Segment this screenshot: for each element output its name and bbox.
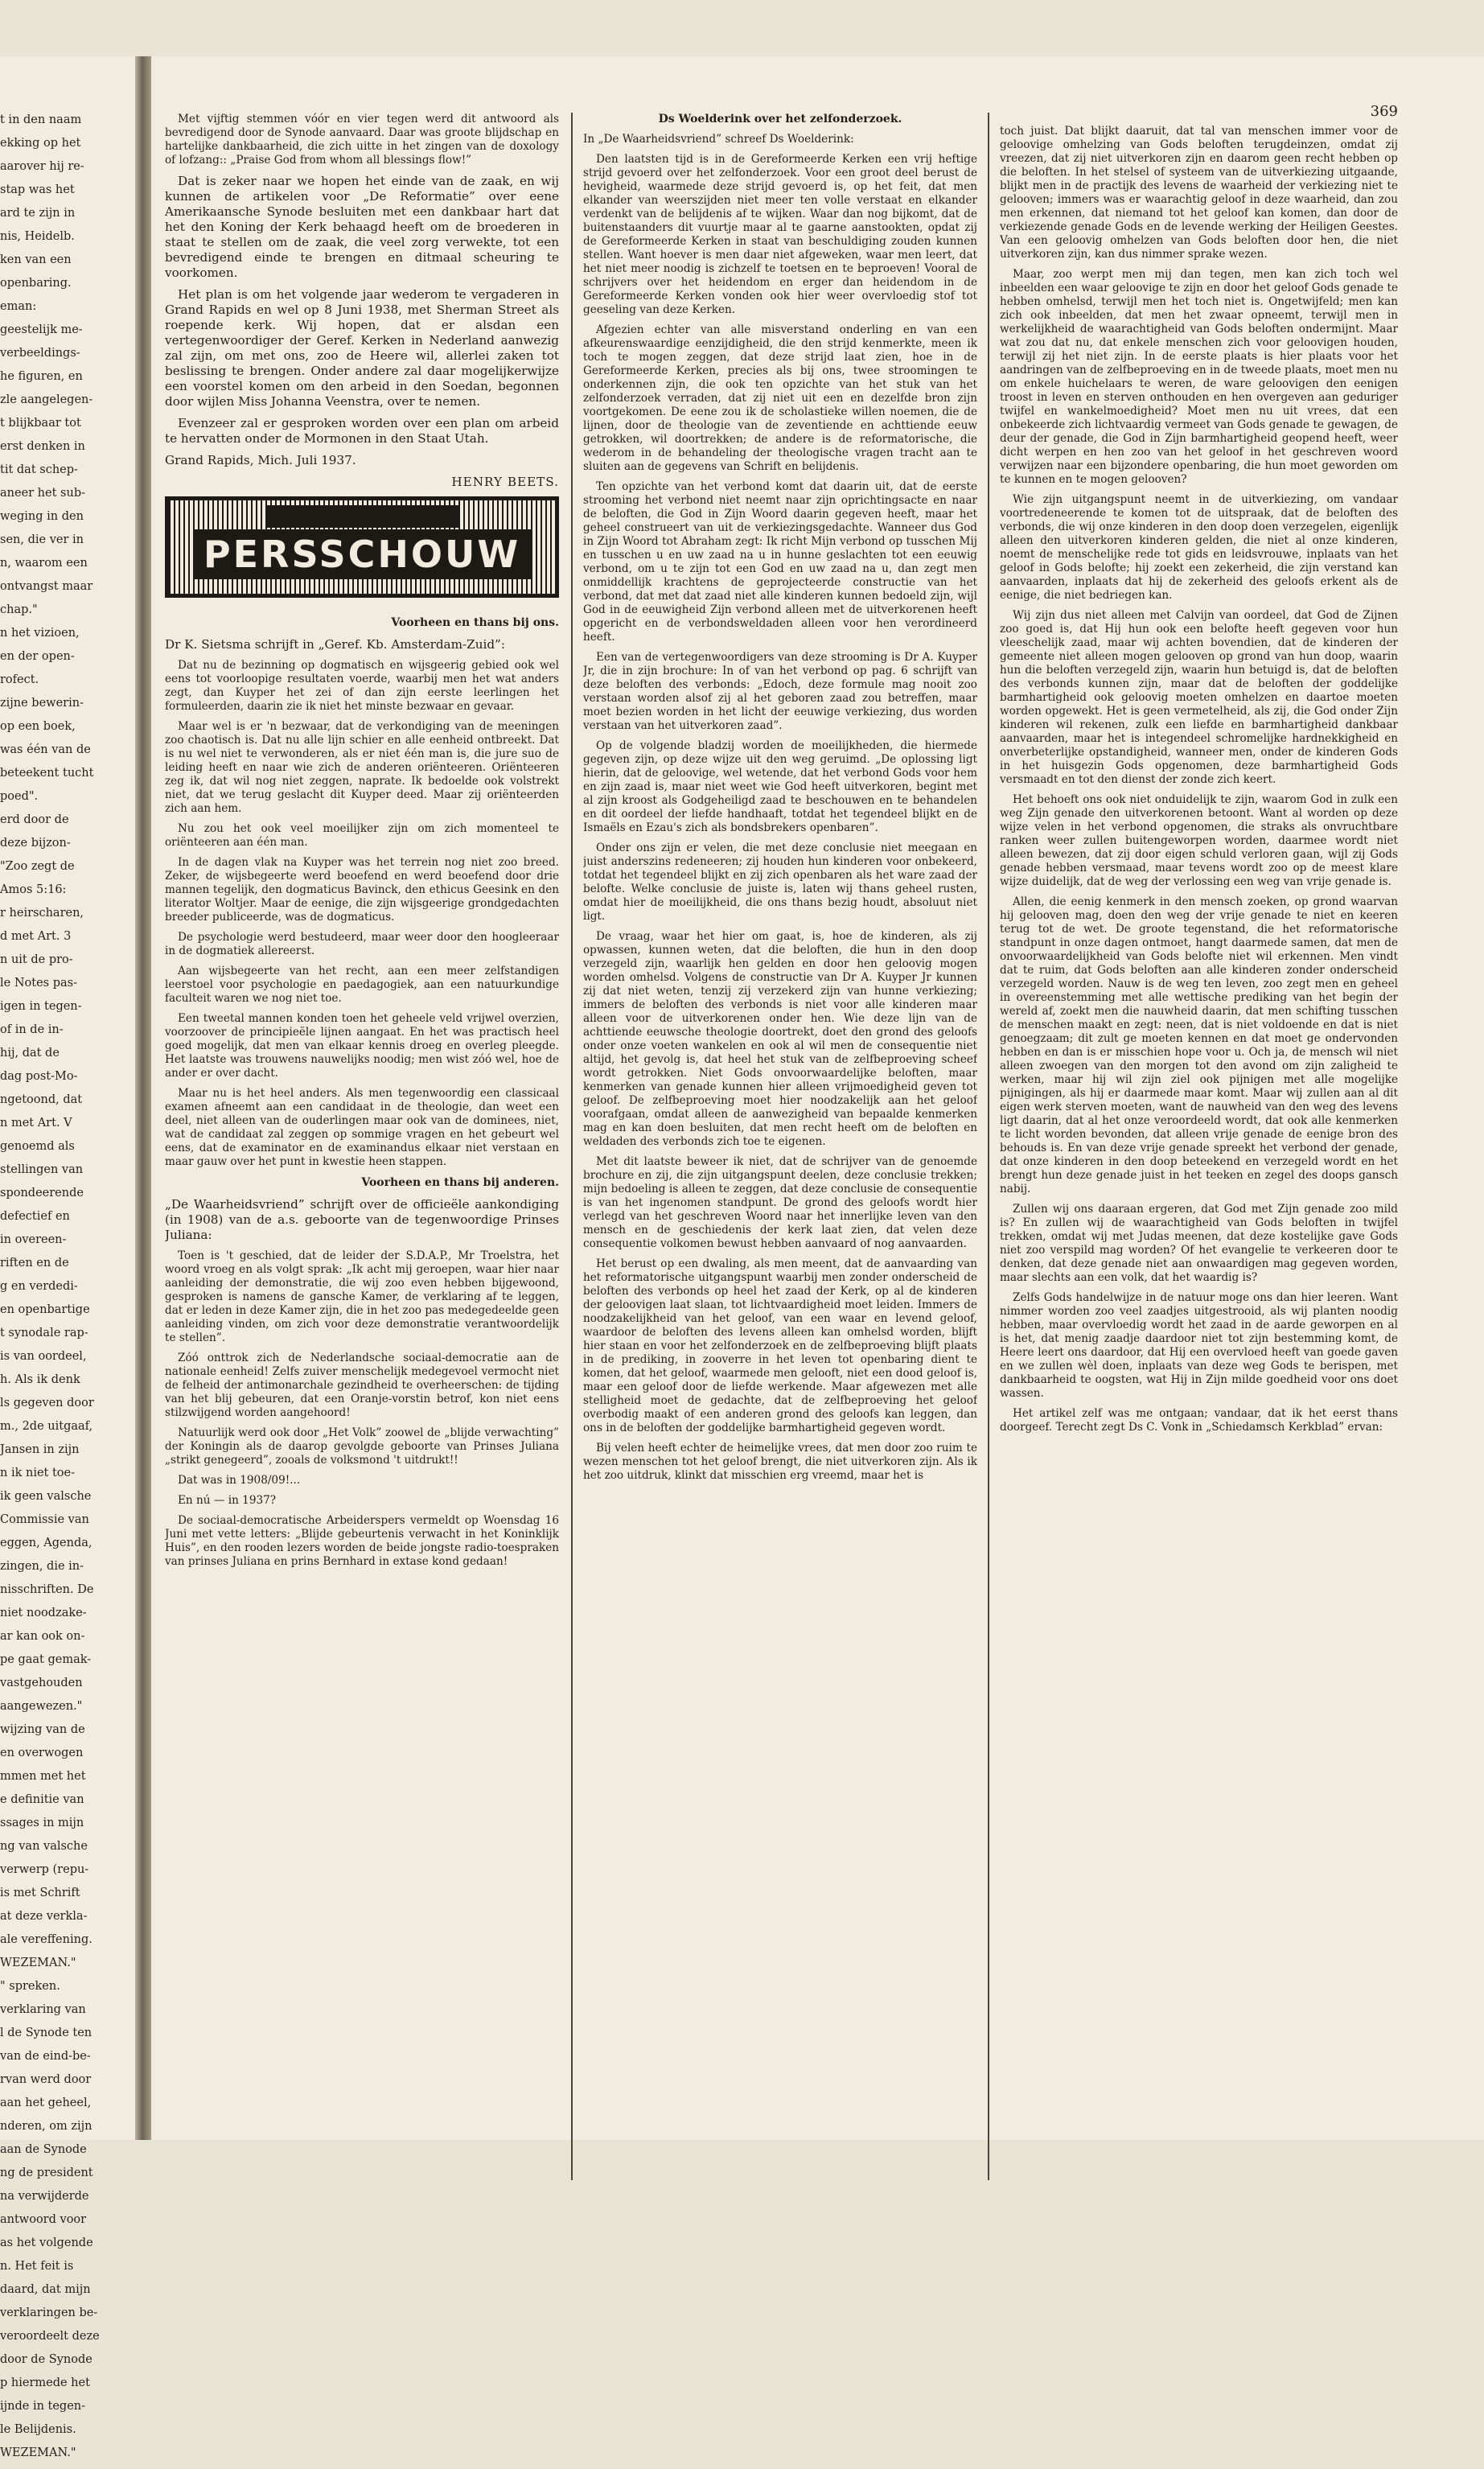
fragment-line: erst denken in — [0, 440, 85, 453]
column-2 — [583, 113, 977, 2184]
fragment-line: vastgehouden — [0, 1677, 83, 1689]
quote-para: De sociaal-democratische Arbeiderspers vermeldt op Woensdag 16 Juni met vette letters: „Blijde gebeurtenis verwacht in het Koninklijk Huis”, en den rooden lezers worden de beide jongste radio-toespraken van prinses Juliana en prins Bernhard in extase kond gedaan! — [165, 1514, 559, 1568]
fragment-line: Jansen in zijn — [0, 1443, 80, 1456]
fragment-line: ale vereffening. — [0, 1933, 92, 1946]
article-para: Ten opzichte van het verbond komt dat daarin uit, dat de eerste strooming het verbond niet neemt naar zijn oprichtingsacte en naar de beloften, die God in Zijn Woord daarin gegeven heeft, maar het geheel construeert van uit de verkiezingsgedachte. Wanneer dus God in Zijn Woord tot Abraham zegt: Ik richt Mijn verbond op tusschen Mij en tusschen u en uw zaad na u in hunne geslachten tot een eeuwig verbond, om u te zijn tot een God en uw zaad na u, dan zegt men onmiddellijk krachtens de geprojecteerde constructie van het verbond, dat met dat zaad niet alle kinderen kunnen bedoeld zijn, wijl God in de eeuwigheid Zijn verbond alleen met de uitverkorenen heeft opgericht en de verbondsweldaden alleen voor hen verordineerd heeft. — [583, 480, 977, 644]
fragment-line: en openbartige — [0, 1303, 90, 1316]
column-divider — [571, 113, 573, 2180]
article-para: Onder ons zijn er velen, die met deze conclusie niet meegaan en juist anderszins redeneeren; zij houden hun kinderen voor onbekeerd, totdat het tegendeel blijkt en zij zich openbaren als het ware zaad der belofte. Welke conclusie de juiste is, laten wij thans geheel rusten, omdat hier de moeilijkheid, die ons thans bezig houdt, absoluut niet ligt. — [583, 842, 977, 923]
banner-ornament — [265, 505, 458, 528]
article-para: Wie zijn uitgangspunt neemt in de uitverkiezing, om vandaar voortredeneerende te komen tot de uitspraak, dat de beloften des verbonds, die wij onze kinderen in den doop doen verzegelen, eigenlijk alleen den uitverkoren kinderen gelden, die niet al onze kinderen, noemt de menschelijke rede tot gids en leidsvrouwe, inplaats van het geloof in Gods belofte; hij zoekt een zekerheid, die zijn verstand kan aanvaarden, inplaats dat hij de zekerheid des geloofs erkent als de eenige, die niet bedriegen kan. — [1000, 493, 1398, 602]
fragment-line: poed". — [0, 790, 39, 803]
fragment-line: aangewezen." — [0, 1700, 83, 1713]
fragment-line: zle aangelegen- — [0, 393, 93, 406]
fragment-line: ls gegeven door — [0, 1397, 94, 1409]
quote-para: Nu zou het ook veel moeilijker zijn om zich momenteel te oriënteeren aan één man. — [165, 822, 559, 849]
article-lead: In „De Waarheidsvriend” schreef Ds Woelderink: — [583, 133, 854, 146]
page-number: 369 — [1370, 105, 1398, 120]
fragment-line: op een boek, — [0, 720, 76, 733]
fragment-line: wijzing van de — [0, 1723, 85, 1736]
fragment-line: l de Synode ten — [0, 2027, 92, 2039]
fragment-line: n het vizioen, — [0, 627, 80, 640]
quote-para: Natuurlijk werd ook door „Het Volk” zoowel de „blijde verwachting” der Koningin als de daarop gevolgde geboorte van Prinses Juliana „strikt genegeerd”, zooals de volksmond 't uitdrukt!! — [165, 1426, 559, 1467]
fragment-line: ontvangst maar — [0, 580, 93, 593]
fragment-line: WEZEMAN." — [0, 2446, 76, 2459]
article-para: Zelfs Gods handelwijze in de natuur moge ons dan hier leeren. Want nimmer worden zoo veel zaadjes uitgestrooid, als wij planten noodig hebben, maar overvloedig wordt het zaad in de aarde geworpen en al is het, dat menig zaadje daardoor niet tot zijn bestemming komt, de Heere leert ons daardoor, dat Hij een overvloed heeft van goede gaven en we zullen wèl doen, inplaats van deze weg Gods te berispen, met dankbaarheid te oogsten, wat Hij in Zijn milde goedheid voor ons doet wassen. — [1000, 1291, 1398, 1400]
fragment-line: p hiermede het — [0, 2376, 90, 2389]
fragment-line: rofect. — [0, 673, 39, 686]
fragment-line: ngetoond, dat — [0, 1093, 83, 1106]
fragment-line: is van oordeel, — [0, 1350, 87, 1363]
fragment-line: verklaringen be- — [0, 2306, 98, 2319]
article-para: Maar, zoo werpt men mij dan tegen, men kan zich toch wel inbeelden een waar geloovige te zijn en door het geloof Gods genade te hebben omhelsd, terwijl men het toch niet is. Ongetwijfeld; men kan zich ook inbeelden, dat men het zwaar opneemt, terwijl men in werkelijkheid de waarachtigheid van Gods beloften ondermijnt. Maar wat zou dat nu, dat enkele menschen zich voor geloovigen houden, terwijl zij het niet zijn. In de eerste plaats is hier plaats voor het aandringen van de zelfbeproeving en in de tweede plaats, moet men nu om enkele huichelaars te weren, de ware geloovigen den eenigen troost in leven en sterven onthouden en hen overgeven aan geduriger twijfel en wankelmoedigheid? Moet men nu uit vrees, dat een onbekeerde zich lichtvaardig vermeet van Gods genade te gewagen, de deur der genade, die God in Zijn barmhartigheid geopend heeft, weer dicht werpen en hen zoo van het geloof in het geschreven woord verwijzen naar een bijzondere openbaring, die hun moet geworden om te kunnen en te mogen gelooven? — [1000, 268, 1398, 486]
section-lead: „De Waarheidsvriend” schrijft over de officieële aankondiging (in 1908) van de a.s. geboorte van de tegenwoordige Prinses Juliana: — [165, 1197, 559, 1242]
banner-title: PERSSCHOUW — [193, 529, 531, 579]
fragment-line: pe gaat gemak- — [0, 1653, 92, 1666]
fragment-line: tit dat schep- — [0, 463, 78, 476]
fragment-line: niet noodzake- — [0, 1607, 87, 1619]
quote-para: Maar nu is het heel anders. Als men tegenwoordig een classicaal examen afneemt aan een candidaat in de theologie, dan weet een deel, niet alleen van de ouderlingen maar ook van de dominees, niet, wat de candidaat zal zeggen op sommige vragen en het gebeurt wel eens, dat de examinator en de examinandus elkaar niet verstaan en maar gauw over het punt in kwestie heen stappen. — [165, 1087, 559, 1168]
fragment-line: aan de Synode — [0, 2143, 87, 2156]
article-para: Het artikel zelf was me ontgaan; vandaar, dat ik het eerst thans doorgeef. Terecht zegt Ds C. Vonk in „Schiedamsch Kerkblad” ervan: — [1000, 1407, 1398, 1434]
fragment-line: eggen, Agenda, — [0, 1537, 92, 1549]
fragment-line: h. Als ik denk — [0, 1373, 80, 1386]
fragment-line: WEZEMAN." — [0, 1957, 76, 1969]
column-divider — [988, 113, 989, 2180]
fragment-line: ssages in mijn — [0, 1817, 84, 1829]
place-date: Grand Rapids, Mich. Juli 1937. — [165, 453, 356, 467]
fragment-line: na verwijderde — [0, 2190, 89, 2203]
fragment-line: chap." — [0, 603, 38, 616]
fragment-line: genoemd als — [0, 1140, 75, 1153]
fragment-line: r heirscharen, — [0, 907, 84, 920]
fragment-line: "Zoo zegt de — [0, 860, 75, 873]
quote-para: Dat was in 1908/09!... — [178, 1474, 301, 1487]
quote-para: In de dagen vlak na Kuyper was het terrein nog niet zoo breed. Zeker, de wijsbegeerte werd beoefend en werd beoefend door drie mannen tegelijk, den dogmaticus Bavinck, den ethicus Geesink en den literator Woltjer. Maar de eenige, die zijn wijsgeerige grondgedachten breeder publiceerde, was de dogmaticus. — [165, 856, 559, 924]
fragment-line: as het volgende — [0, 2237, 93, 2249]
fragment-line: hij, dat de — [0, 1047, 60, 1060]
quote-para: De psychologie werd bestudeerd, maar weer door den hoogleeraar in de dogmatiek allereerst. — [165, 931, 559, 957]
col1-para: Dat is zeker naar we hopen het einde van de zaak, en wij kunnen de artikelen voor „De Reformatie” over eene Amerikaansche Synode besluiten met een dankbaar hart dat het den Koning der Kerk behaagd heeft om de broederen in staat te stellen om de zaak, die veel zorg verwekte, tot een bevredigend einde te brengen en ditmaal scheuring te voorkomen. — [165, 174, 559, 280]
fragment-line: erd door de — [0, 813, 69, 826]
fragment-line: was één van de — [0, 743, 91, 756]
fragment-line: ng de president — [0, 2167, 93, 2179]
fragment-line: at deze verkla- — [0, 1910, 88, 1923]
fragment-line: le Notes pas- — [0, 977, 77, 990]
fragment-line: van de eind-be- — [0, 2050, 91, 2063]
fragment-line: t blijkbaar tot — [0, 417, 81, 430]
col1-intro: Met vijftig stemmen vóór en vier tegen werd dit antwoord als bevredigend door de Synode aanvaard. Daar was groote blijdschap en hartelijke dankbaarheid, die zich uitte in het zingen van de doxology of lofzang:: „Praise God from whom all blessings flow!” — [165, 113, 559, 167]
fragment-line: ijnde in tegen- — [0, 2400, 86, 2413]
fragment-line: daard, dat mijn — [0, 2283, 91, 2296]
fragment-line: t in den naam — [0, 113, 82, 126]
quote-para: Zóó onttrok zich de Nederlandsche sociaal-democratie aan de nationale eenheid! Zelfs zuiver menschelijk medegevoel vermocht niet de felheid der antimonarchale gezindheid te overheerschen: de tijding van het blij gebeuren, dat een Oranje-vorstin betrof, kon niet eens stilzwijgend worden aangehoord! — [165, 1352, 559, 1419]
fragment-line: aarover hij re- — [0, 160, 84, 173]
fragment-line: defectief en — [0, 1210, 70, 1223]
fragment-line: t synodale rap- — [0, 1327, 88, 1339]
article-para: Allen, die eenig kenmerk in den mensch zoeken, op grond waarvan hij gelooven mag, doen den weg der vrije genade te niet en keeren terug tot de wet. De groote tegenstand, die het reformatorische standpunt in onze dagen ontmoet, hangt daarmede samen, dat men de onvoorwaardelijkheid van Gods belofte niet wil erkennen. Men vindt dat te ruim, dat Gods beloften aan alle kinderen zonder onderscheid verzegeld worden. Nauw is de weg ten leven, zoo zegt men en geheel in overeenstemming met alle wettische prediking van het begin der wereld af, zoekt men die nauwheid daarin, dat men schifting tusschen de menschen maakt en zegt: neen, dat is niet voldoende en dat is niet genoegzaam; dit zult ge moeten kennen en dat moet ge ondervonden hebben en dan is er misschien hope voor u. Och ja, de mensch wil niet alleen zwoegen van den morgen tot den avond om zijn zaligheid te werken, maar hij wil zijn ziel ook pijnigen met alle mogelijke pijnigingen, als hij er daarmede maar komt. Maar wij zullen aan al dit eigen werk sterven moeten, want de nauwheid van den weg des levens ligt daarin, dat al het onze veroordeeld wordt, dat ook alle kenmerken te licht worden bevonden, dat alleen vrije genade de eenige bron des behouds is. En van deze vrije genade spreekt het verbond der genade, dat onze kinderen in den doop beteekend en verzegeld wordt en het brengt hun deze genade juist in het teeken en zegel des doops gansch nabij. — [1000, 895, 1398, 1195]
fragment-line: dag post-Mo- — [0, 1070, 78, 1083]
fragment-line: n met Art. V — [0, 1117, 72, 1130]
fragment-line: weging in den — [0, 510, 84, 523]
fragment-line: g en verdedi- — [0, 1280, 78, 1293]
section-title: Voorheen en thans bij anderen. — [361, 1176, 559, 1189]
fragment-line: he figuren, en — [0, 370, 83, 383]
fragment-line: rvan werd door — [0, 2073, 92, 2086]
fragment-line: n. Het feit is — [0, 2260, 74, 2273]
article-para: Wij zijn dus niet alleen met Calvijn van oordeel, dat God de Zijnen zoo goed is, dat Hij hun ook een belofte heeft gegeven voor hun vleeschelijk zaad, maar wij achten bovendien, dat de kinderen der gemeente niet alleen mogen gelooven op grond van hun doop, waarin hun die beloften verzegeld zijn, waarin hun betuigd is, dat de beloften des verbonds kunnen zijn, maar dat de beloften der goddelijke barmhartigheid ook geloovig moeten omhelzen en daartoe moeten worden opgewekt. Het is geen vermetelheid, als zij, die God onder Zijn kinderen wil rekenen, zulk een liefde en barmhartigheid dankbaar aanvaarden, maar het is integendeel schromelijke hardnekkigheid en onverbeterlijke opstandigheid, wanneer men, onder de kinderen Gods in het huisgezin Gods opgenomen, deze barmhartigheid Gods versmaadt en tot den dienst der zonde zich keert. — [1000, 609, 1398, 786]
fragment-line: aan het geheel, — [0, 2097, 92, 2109]
article-para: Zullen wij ons daaraan ergeren, dat God met Zijn genade zoo mild is? En zullen wij de waarachtigheid van Gods beloften in twijfel trekken, omdat wij met Judas meenen, dat deze kostelijke gave Gods niet zoo verspild mag worden? Of het evangelie te verkeeren door te denken, dat deze genade niet aan onwaardigen mag gegeven worden, maar slechts aan een volk, dat het waardig is? — [1000, 1203, 1398, 1284]
fragment-line: ik geen valsche — [0, 1490, 92, 1503]
fragment-line: mmen met het — [0, 1770, 86, 1783]
fragment-line: ken van een — [0, 253, 72, 266]
fragment-line: in overeen- — [0, 1233, 67, 1246]
fragment-line: deze bijzon- — [0, 837, 71, 850]
fragment-line: ng van valsche — [0, 1840, 88, 1853]
page-gutter — [135, 56, 151, 2140]
article-para: De vraag, waar het hier om gaat, is, hoe de kinderen, als zij opwassen, kunnen weten, dat die beloften, die hun in den doop verzegeld zijn, waarlijk hen gelden en door hen geloovig mogen worden omhelsd. Volgens de constructie van Dr A. Kuyper Jr kunnen zij dat niet weten, tenzij zij verzekerd zijn van hunne verkiezing; immers de beloften des verbonds is niet voor alle kinderen maar alleen voor de uitverkorenen onder hen. Wie deze lijn van de achttiende eeuwsche theologie doortrekt, doet den grond des geloofs onder onze voeten wankelen en ook al wil men de consequentie niet altijd, het gevolg is, dat heel het stuk van de zelfbeproeving scheef wordt getrokken. Niet Gods onvoorwaardelijke beloften, maar kenmerken van genade kunnen hier alleen vrijmoedigheid geven tot geloof. De zelfbeproeving moet hier noodzakelijk aan het geloof voorafgaan, omdat alleen de aanwezigheid van bepaalde kenmerken mag en kan doen besluiten, dat men recht heeft om de beloften en weldaden des verbonds zich toe te eigenen. — [583, 930, 977, 1148]
fragment-line: nisschriften. De — [0, 1583, 94, 1596]
fragment-line: antwoord voor — [0, 2213, 87, 2226]
quote-para: Maar wel is er 'n bezwaar, dat de verkondiging van de meeningen zoo chaotisch is. Dat nu alle lijn schier en alle eenheid ontbreekt. Dat is nu wel niet te verwonderen, als er niet één man is, die jure suo de leiding heeft en naar wie zich de anderen oriënteeren. Oriënteeren zeg ik, dat wil nog niet zeggen, naprate. Ik bedoelde ook volstrekt niet, dat we terug geslacht dit Kuyper deed. Maar zij oriënteerden zich aan hem. — [165, 720, 559, 815]
quote-para: En nú — in 1937? — [178, 1494, 277, 1507]
quote-para: Dat nu de bezinning op dogmatisch en wijsgeerig gebied ook wel eens tot voorloopige resultaten voerde, waarbij men het wat anders zegt, dan Kuyper het zei of dan zijn eerste leerlingen het formuleerden, daarin zie ik niet het minste bezwaar en gevaar. — [165, 659, 559, 713]
article-para: Den laatsten tijd is in de Gereformeerde Kerken een vrij heftige strijd gevoerd over het zelfonderzoek. Voor een groot deel berust de hevigheid, waarmede deze strijd gevoerd is, op het feit, dat men elkander van weerszijden niet meer ten volle verstaat en elkander verdenkt van de belijdenis af te wijken. Waar dan nog bijkomt, dat de buitenstaanders dit vuurtje maar al te gaarne aanstookten, opdat zij de Gereformeerde Kerken in staat van beschuldiging zouden kunnen stellen. Want hoever is men daar niet afgeweken, waar men leert, dat het niet meer noodig is zichzelf te toetsen en te beproeven! Vooral de schrijvers over het heidendom en erger dan heidendom in de Gereformeerde Kerken vonden ook hier weer overvloedig stof tot geeseling van deze Kerken. — [583, 153, 977, 316]
column-1 — [165, 113, 559, 2184]
fragment-line: riften en de — [0, 1257, 69, 1269]
persschouw-banner — [165, 496, 559, 598]
fragment-line: aneer het sub- — [0, 487, 86, 500]
article-heading: Ds Woelderink over het zelfonderzoek. — [658, 113, 902, 126]
fragment-line: n uit de pro- — [0, 953, 73, 966]
fragment-line: Amos 5:16: — [0, 883, 67, 896]
quote-para: Aan wijsbegeerte van het recht, aan een meer zelfstandigen leerstoel voor psychologie en paedagogiek, aan een natuurkundige faculteit waren we nog niet toe. — [165, 965, 559, 1005]
fragment-line: verwerp (repu- — [0, 1863, 89, 1876]
fragment-line: n ik niet toe- — [0, 1467, 76, 1479]
fragment-line: en overwogen — [0, 1747, 84, 1759]
fragment-line: " spreken. — [0, 1980, 60, 1993]
fragment-line: openbaring. — [0, 277, 72, 290]
fragment-line: spondeerende — [0, 1187, 84, 1200]
fragment-line: of in de in- — [0, 1023, 64, 1036]
fragment-line: ar kan ook on- — [0, 1630, 85, 1643]
fragment-line: eman: — [0, 300, 37, 313]
fragment-line: nderen, om zijn — [0, 2120, 92, 2133]
article-para: Het berust op een dwaling, als men meent, dat de aanvaarding van het reformatorische uitgangspunt waarbij men zonder onderscheid de beloften des verbonds op heel het zaad der Kerk, op al de kinderen der geloovigen laat slaan, tot lichtvaardigheid moet leiden. Immers de noodzakelijkheid van het geloof, van een waar en levend geloof, waardoor de beloften des levens alleen kan omhelsd worden, blijft hier staan en voor het zelfonderzoek en de zelfbeproeving blijft plaats in de prediking, in zooverre in het leven tot openbaring dient te komen, dat het geloof, waarmede men gelooft, niet een dood geloof is, maar een geloof door de liefde werkende. Maar afgewezen met alle stelligheid moet de gedachte, dat de zelfbeproeving het geloof overbodig maakt of een anderen grond des geloofs kan leggen, dan ons in de beloften der goddelijke barmhartigheid gegeven wordt. — [583, 1257, 977, 1434]
fragment-line: ard te zijn in — [0, 207, 76, 220]
article-para: Het behoeft ons ook niet onduidelijk te zijn, waarom God in zulk een weg Zijn genade den uitverkorenen betoont. Want al worden op deze wijze velen in het verbond opgenomen, die straks als onvruchtbare ranken weer zullen buitengeworpen worden, daarmee wordt niet alleen bewezen, dat zij door eigen schuld verloren gaan, wijl zij Gods genade hebben versmaad, maar tevens wordt zoo op de meest klare wijze duidelijk, dat de weg der verlossing een weg van vrije genade is. — [1000, 793, 1398, 888]
newspaper-page — [0, 56, 1484, 2459]
article-para: toch juist. Dat blijkt daaruit, dat tal van menschen immer voor de geloovige omhelzing van Gods beloften terugdeinzen, omdat zij vreezen, dat zij niet uitverkoren zijn en daarom geen recht hebben op die beloften. In het stelsel of systeem van de uitverkiezing uitgaande, blijkt men in de practijk des levens de waarheid der verkiezing niet te gelooven; immers was er waarachtig geloof in deze waarheid, dan zou men erkennen, dat niemand tot het geloof kan komen, dan door de verkiezende genade Gods en de levende werking der Heiligen Geestes. Van een geloovig omhelzen van Gods beloften door hen, die niet uitverkoren zijn, kan dus nimmer sprake wezen. — [1000, 125, 1398, 261]
fragment-line: verklaring van — [0, 2003, 86, 2016]
fragment-line: en der open- — [0, 650, 75, 663]
fragment-line: Commissie van — [0, 1513, 89, 1526]
col1-para: Evenzeer zal er gesproken worden over een plan om arbeid te hervatten onder de Mormonen in den Staat Utah. — [165, 416, 559, 446]
article-para: Afgezien echter van alle misverstand onderling en van een afkeurenswaardige eenzijdigheid, die den strijd kenmerkte, meen ik toch te mogen zeggen, dat deze strijd laat zien, hoe in de Gereformeerde Kerken, precies als bij ons, twee stroomingen te onderkennen zijn, die ook ten opzichte van het stuk van het zelfonderzoek verraden, dat zij niet uit een en dezelfde bron zijn voortgekomen. De eene zou ik de scholastieke willen noemen, die de lijnen, door de theologie van de zeventiende en achttiende eeuw getrokken, wil doortrekken; de andere is de reformatorische, die wederom in de behandeling der theologische vragen tracht aan te sluiten aan de gegevens van Schrift en belijdenis. — [583, 323, 977, 473]
author-signature: HENRY BEETS. — [451, 475, 559, 489]
fragment-line: is met Schrift — [0, 1887, 80, 1899]
fragment-line: e definitie van — [0, 1793, 84, 1806]
fragment-line: stellingen van — [0, 1163, 84, 1176]
fragment-line: m., 2de uitgaaf, — [0, 1420, 93, 1433]
fragment-line: igen in tegen- — [0, 1000, 82, 1013]
article-para: Bij velen heeft echter de heimelijke vrees, dat men door zoo ruim te wezen menschen tot het geloof brengt, die niet uitverkoren zijn. Als ik het zoo uitdruk, klinkt dat misschien erg vreemd, maar het is — [583, 1442, 977, 1482]
quoted-block — [165, 1249, 559, 1569]
fragment-line: verbeeldings- — [0, 347, 80, 360]
quote-para: Een tweetal mannen konden toen het geheele veld vrijwel overzien, voorzoover de principieële lijnen aangaat. En het was practisch heel goed mogelijk, dat men van elkaar kennis droeg en overleg pleegde. Het laatste was trouwens nauwelijks noodig; men wist zóó wel, hoe de ander er over dacht. — [165, 1012, 559, 1080]
fragment-line: sen, die ver in — [0, 533, 84, 546]
left-page-fragment — [0, 113, 133, 2469]
fragment-line: d met Art. 3 — [0, 930, 72, 943]
article-para: Op de volgende bladzij worden de moeilijkheden, die hiermede gegeven zijn, op deze wijze uit den weg geruimd. „De oplossing ligt hierin, dat de geloovige, wel wetende, dat het verbond Gods voor hem en zijn zaad is, maar niet weet wie God heeft uitverkoren, begint met al zijn kroost als Godgeheiligd zaad te beschouwen en te behandelen en dit oordeel der liefde handhaaft, totdat het tegendeel blijkt en de Ismaëls en Ezau's zich als bondsbrekers openbaren”. — [583, 739, 977, 834]
fragment-line: stap was het — [0, 183, 75, 196]
column-3 — [1000, 105, 1398, 2184]
fragment-line: le Belijdenis. — [0, 2423, 76, 2436]
quoted-block — [165, 659, 559, 1169]
fragment-line: geestelijk me- — [0, 323, 83, 336]
fragment-line: nis, Heidelb. — [0, 230, 75, 243]
fragment-line: beteekent tucht — [0, 767, 94, 780]
article-para: Met dit laatste beweer ik niet, dat de schrijver van de genoemde brochure en zij, die zijn uitgangspunt deelen, deze conclusie trekken; mijn bedoeling is alleen te zeggen, dat deze conclusie de consequentie is van het ingenomen standpunt. De grond des geloofs wordt hier verlegd van het geschreven Woord naar het innerlijke leven van den mensch en de geschiedenis der kerk laat zien, dat velen deze consequentie volkomen bewust hebben aanvaard of nog aanvaarden. — [583, 1155, 977, 1250]
fragment-line: veroordeelt deze — [0, 2330, 100, 2343]
fragment-line: n, waarom een — [0, 557, 88, 570]
fragment-line: zingen, die in- — [0, 1560, 84, 1573]
fragment-line: ekking op het — [0, 137, 81, 150]
quote-para: Toen is 't geschied, dat de leider der S.D.A.P., Mr Troelstra, het woord vroeg en als volgt sprak: „Ik acht mij geroepen, waar hier naar aanleiding der demonstratie, die wij zoo even hebben bijgewoond, gesproken is namens de gansche Kamer, de verklaring af te leggen, dat er leden in deze Kamer zijn, die in het zoo pas medegedeelde geen aanleiding vinden, om zich voor deze demonstratie verantwoordelijk te stellen”. — [165, 1249, 559, 1344]
section-lead: Dr K. Sietsma schrijft in „Geref. Kb. Amsterdam-Zuid”: — [165, 637, 505, 652]
article-para: Een van de vertegenwoordigers van deze strooming is Dr A. Kuyper Jr, die in zijn brochure: In of van het verbond op pag. 6 schrijft van deze beloften des verbonds: „Edoch, deze formule mag nooit zoo verstaan worden alsof zij al het geboren zaad zou betreffen, maar moet bezien worden in het licht der eeuwige verkiezing, dus worden verstaan van het uitverkoren zaad”. — [583, 651, 977, 732]
fragment-line: door de Synode — [0, 2353, 92, 2366]
col1-para: Het plan is om het volgende jaar wederom te vergaderen in Grand Rapids en wel op 8 Juni 1938, met Sherman Street als roepende kerk. Wij hopen, dat er alsdan een vertegenwoordiger der Geref. Kerken in Nederland aanwezig zal zijn, om met ons, zoo de Heere wil, allerlei zaken tot beslissing te brengen. Onder andere zal daar mogelijkerwijze een voorstel komen om den arbeid in den Soedan, begonnen door wijlen Miss Johanna Veenstra, over te nemen. — [165, 287, 559, 409]
section-title: Voorheen en thans bij ons. — [391, 616, 559, 629]
fragment-line: zijne bewerin- — [0, 697, 84, 710]
